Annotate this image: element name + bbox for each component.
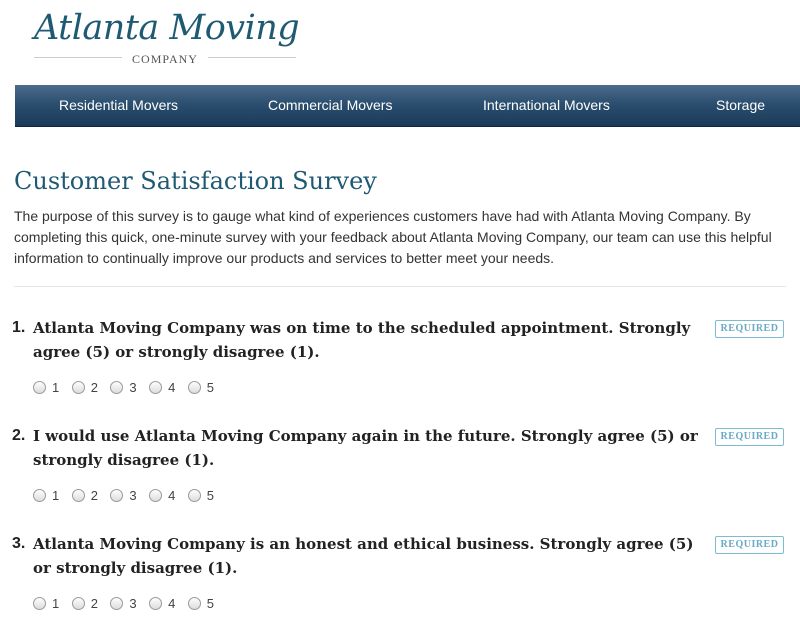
- rating-label: 2: [90, 596, 98, 612]
- rating-option-5[interactable]: [188, 379, 214, 397]
- divider: [14, 286, 786, 287]
- question-number: 1.: [12, 319, 26, 336]
- radio-button[interactable]: [33, 381, 46, 394]
- rating-option-4[interactable]: [149, 379, 175, 397]
- radio-button[interactable]: [72, 597, 85, 610]
- rating-option-1[interactable]: [33, 595, 59, 613]
- nav-item-storage[interactable]: Storage: [716, 97, 766, 113]
- radio-button[interactable]: [33, 597, 46, 610]
- radio-button[interactable]: [149, 597, 162, 610]
- radio-button[interactable]: [72, 489, 85, 502]
- rating-label: 1: [52, 596, 60, 612]
- logo-rule-left: [34, 57, 122, 58]
- logo-sub-text: COMPANY: [132, 52, 198, 66]
- company-logo[interactable]: [34, 8, 300, 66]
- rating-label: 2: [90, 380, 98, 396]
- radio-button[interactable]: [149, 489, 162, 502]
- question-text: Atlanta Moving Company was on time to the scheduled appointment. Strongly agree (5) or strongly disagree (1).: [33, 319, 691, 361]
- rating-label: 4: [168, 488, 176, 504]
- rating-option-2[interactable]: [72, 379, 98, 397]
- logo-rule-right: [208, 57, 296, 58]
- logo-name: Atlanta Moving: [34, 8, 300, 48]
- rating-option-1[interactable]: [33, 379, 59, 397]
- rating-label: 5: [206, 488, 214, 504]
- rating-option-2[interactable]: [72, 595, 98, 613]
- page-title: Customer Satisfaction Survey: [14, 167, 377, 195]
- rating-label: 5: [206, 596, 214, 612]
- nav-item-international-movers[interactable]: International Movers: [483, 97, 610, 113]
- survey-intro: The purpose of this survey is to gauge what kind of experiences customers have had with Atlanta Moving Company. By completing this quick, one-minute survey with your feedback about Atlanta Moving Company, our team can use this helpful information to continually improve our products and services to better meet your needs.: [14, 208, 772, 266]
- rating-label: 1: [52, 380, 60, 396]
- rating-option-3[interactable]: [110, 379, 136, 397]
- required-badge: REQUIRED: [715, 320, 784, 338]
- rating-label: 1: [52, 488, 60, 504]
- rating-option-3[interactable]: [110, 595, 136, 613]
- radio-button[interactable]: [188, 489, 201, 502]
- rating-label: 4: [168, 380, 176, 396]
- rating-option-5[interactable]: [188, 487, 214, 505]
- question-text: I would use Atlanta Moving Company again in the future. Strongly agree (5) or strongly disagree (1).: [33, 427, 698, 469]
- rating-option-3[interactable]: [110, 487, 136, 505]
- radio-button[interactable]: [188, 381, 201, 394]
- required-badge: REQUIRED: [715, 428, 784, 446]
- rating-label: 3: [129, 488, 137, 504]
- rating-label: 3: [129, 380, 137, 396]
- nav-item-commercial-movers[interactable]: Commercial Movers: [268, 97, 393, 113]
- question-text: Atlanta Moving Company is an honest and ethical business. Strongly agree (5) or strongly disagree (1).: [33, 535, 694, 577]
- rating-option-4[interactable]: [149, 487, 175, 505]
- rating-label: 2: [90, 488, 98, 504]
- rating-label: 4: [168, 596, 176, 612]
- question-number: 2.: [12, 427, 26, 444]
- radio-button[interactable]: [188, 597, 201, 610]
- rating-options: [33, 379, 222, 395]
- logo-subtitle: [34, 50, 296, 64]
- rating-label: 5: [206, 380, 214, 396]
- question-number: 3.: [12, 535, 26, 552]
- required-badge: REQUIRED: [715, 536, 784, 554]
- radio-button[interactable]: [110, 597, 123, 610]
- rating-options: [33, 487, 222, 503]
- rating-option-1[interactable]: [33, 487, 59, 505]
- rating-option-5[interactable]: [188, 595, 214, 613]
- radio-button[interactable]: [149, 381, 162, 394]
- rating-option-4[interactable]: [149, 595, 175, 613]
- radio-button[interactable]: [33, 489, 46, 502]
- rating-option-2[interactable]: [72, 487, 98, 505]
- nav-item-residential-movers[interactable]: Residential Movers: [59, 97, 179, 113]
- main-nav: [15, 85, 800, 127]
- radio-button[interactable]: [110, 381, 123, 394]
- radio-button[interactable]: [72, 381, 85, 394]
- radio-button[interactable]: [110, 489, 123, 502]
- rating-label: 3: [129, 596, 137, 612]
- rating-options: [33, 595, 222, 611]
